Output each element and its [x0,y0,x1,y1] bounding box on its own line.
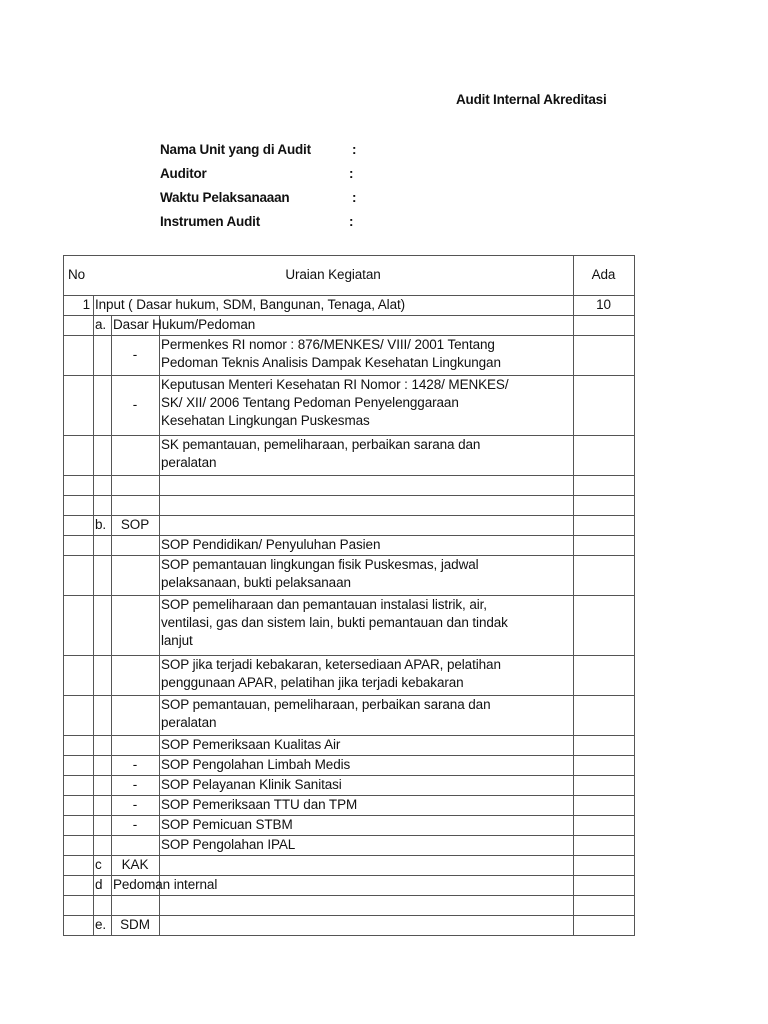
row-heading: SDM [120,917,150,932]
row-sub-label: d [95,877,103,892]
row-text: SOP Pelayanan Klinik Sanitasi [161,777,342,792]
header-ada: Ada [591,267,616,282]
row-border [63,475,635,476]
meta-unit [160,142,357,157]
row-border [63,895,635,896]
row-text: ventilasi, gas dan sistem lain, bukti pemantauan dan tindak [161,615,508,630]
row-text: SOP Pemeriksaan Kualitas Air [161,737,341,752]
col-border [93,295,94,935]
row-text: Permenkes RI nomor : 876/MENKES/ VIII/ 2001 Tentang [161,337,495,352]
col-border [63,255,64,936]
row-dash: - [132,347,138,362]
row-text: SOP pemeliharaan dan pemantauan instalasi listrik, air, [161,597,487,612]
row-text: Pedoman Teknis Analisis Dampak Kesehatan Lingkungan [161,355,501,370]
row-border [63,495,635,496]
row-heading: Dasar Hukum/Pedoman [113,317,256,332]
row-dash: - [132,777,138,792]
row-text: SOP Pendidikan/ Penyuluhan Pasien [161,537,381,552]
row-text: SOP Pengolahan IPAL [161,837,296,852]
row-text: SOP Pengolahan Limbah Medis [161,757,351,772]
row-border [63,935,635,936]
row-text: SOP Pemeriksaan TTU dan TPM [161,797,358,812]
row-text: Kesehatan Lingkungan Puskesmas [161,413,370,428]
col-border [159,315,160,935]
row-dash: - [132,817,138,832]
row-text: pelaksanaan, bukti pelaksanaan [161,575,351,590]
row-sub-label: c [95,857,102,872]
meta-label: Instrumen Audit [160,214,260,229]
header-uraian: Uraian Kegiatan [285,267,381,282]
row-sub-label: a. [95,317,107,332]
row-text: SK/ XII/ 2006 Tentang Pedoman Penyelenggaraan [161,395,459,410]
meta-instrumen [160,214,354,229]
row-text: penggunaan APAR, pelatihan jika terjadi kebakaran [161,675,464,690]
meta-label: Auditor [160,166,207,181]
meta-label: Waktu Pelaksanaaan [160,190,290,205]
meta-colon: : [352,142,357,157]
row-text: peralatan [161,715,217,730]
row-border [63,835,635,836]
meta-colon: : [349,214,354,229]
row-border [63,735,635,736]
meta-label: Nama Unit yang di Audit [160,142,311,157]
row-text: SK pemantauan, pemeliharaan, perbaikan sarana dan [161,437,481,452]
row-text: SOP Pemicuan STBM [161,817,293,832]
document-title: Audit Internal Akreditasi [456,92,607,107]
meta-colon: : [349,166,354,181]
row-text: SOP jika terjadi kebakaran, ketersediaan APAR, pelatihan [161,657,501,672]
row-text: lanjut [161,633,193,648]
header-no: No [68,267,86,282]
row-heading: KAK [121,857,149,872]
row-text: SOP pemantauan, pemeliharaan, perbaikan sarana dan [161,697,491,712]
col-border [634,255,635,936]
row-dash: - [132,397,138,412]
row-sub-label: e. [95,917,107,932]
meta-waktu [160,190,357,205]
meta-auditor [160,166,354,181]
row-no: 1 [82,297,90,312]
row-sub-label: b. [95,517,107,532]
row-dash: - [132,757,138,772]
row-text: Input ( Dasar hukum, SDM, Bangunan, Tenaga, Alat) [95,297,406,312]
row-text: Keputusan Menteri Kesehatan RI Nomor : 1428/ MENKES/ [161,377,509,392]
row-border [63,255,635,256]
row-text: SOP pemantauan lingkungan fisik Puskesmas, jadwal [161,557,479,572]
meta-colon: : [352,190,357,205]
row-text: peralatan [161,455,217,470]
row-heading: SOP [120,517,150,532]
row-ada: 10 [596,297,611,312]
row-dash: - [132,797,138,812]
row-heading: Pedoman internal [113,877,218,892]
col-border [573,255,574,935]
